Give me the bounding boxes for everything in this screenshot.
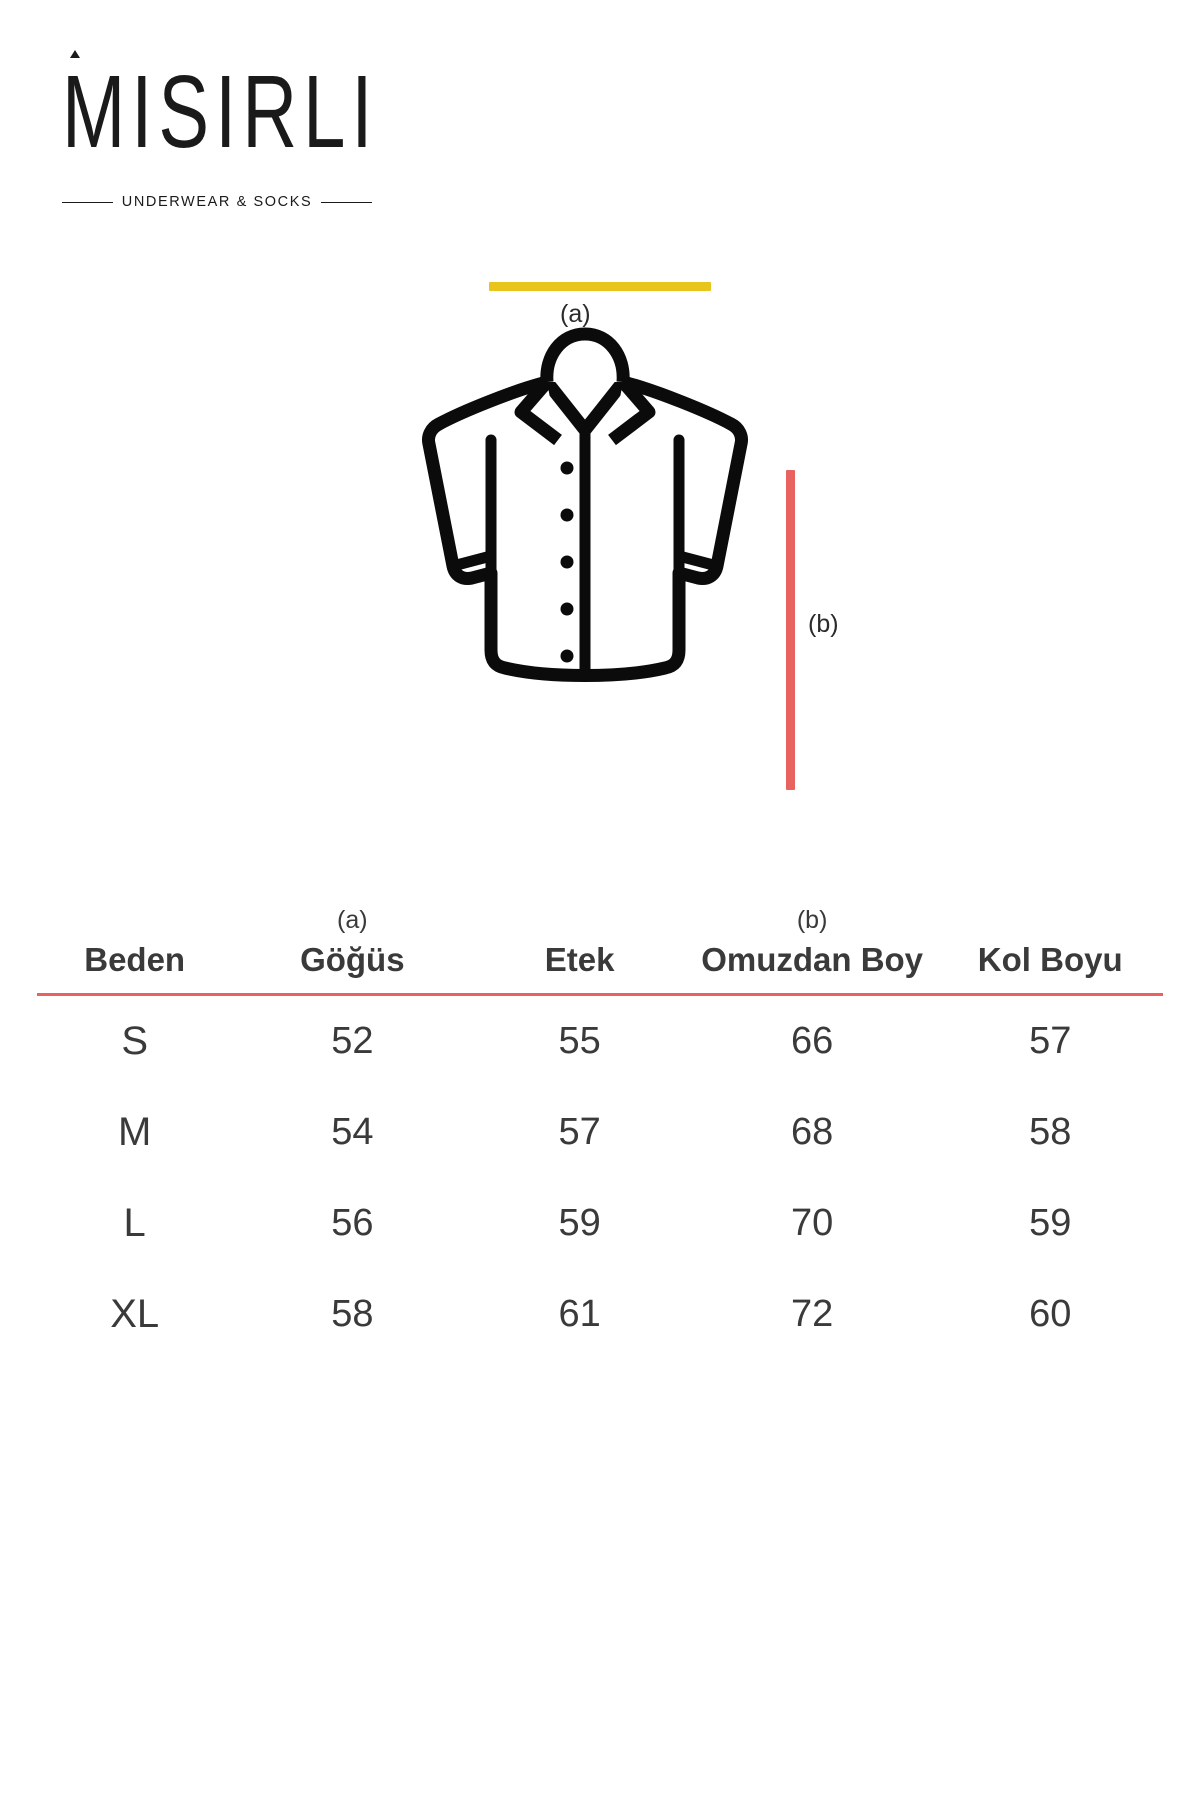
column-label-gogus: Göğüs — [300, 941, 405, 978]
cell-gogus: 56 — [331, 1201, 374, 1244]
column-header-gogus — [237, 905, 467, 993]
chest-measure-label: (a) — [560, 300, 591, 328]
brand-rule-left — [62, 202, 113, 203]
brand-rule-right — [321, 202, 372, 203]
cell-omuzdan-boy: 70 — [790, 1201, 834, 1244]
cell-kol-boyu: 58 — [1029, 1110, 1072, 1153]
column-label-kol-boyu: Kol Boyu — [977, 941, 1123, 978]
table-row — [32, 1087, 1168, 1178]
cell-etek: 59 — [558, 1201, 601, 1244]
garment-diagram — [0, 230, 1200, 790]
cell-kol-boyu: 59 — [1029, 1201, 1072, 1244]
cell-omuzdan-boy: 68 — [790, 1110, 834, 1153]
cell-gogus: 52 — [331, 1019, 374, 1062]
column-header-beden — [32, 905, 237, 993]
column-header-omuzdan-boy — [692, 905, 933, 993]
column-label-etek: Etek — [544, 941, 615, 978]
table-row — [32, 1178, 1168, 1269]
table-row — [32, 1269, 1168, 1360]
cell-size: XL — [110, 1291, 160, 1336]
brand-tagline: UNDERWEAR & SOCKS — [121, 194, 313, 210]
cell-kol-boyu: 60 — [1029, 1292, 1072, 1335]
column-tag-omuzdan-boy: (b) — [796, 906, 828, 934]
brand-tagline-row — [62, 194, 372, 210]
cell-gogus: 54 — [331, 1110, 374, 1153]
brand-name: MISIRLI — [62, 55, 379, 170]
table-body — [32, 996, 1168, 1360]
size-chart-table — [32, 905, 1168, 1360]
column-header-kol-boyu — [932, 905, 1168, 993]
length-measure-label: (b) — [808, 610, 839, 638]
cell-size: L — [123, 1200, 146, 1245]
length-measure-marker — [786, 470, 795, 790]
shirt-illustration-icon — [395, 320, 775, 760]
cell-omuzdan-boy: 72 — [790, 1292, 834, 1335]
cell-gogus: 58 — [331, 1292, 374, 1335]
cell-size: S — [121, 1018, 148, 1063]
column-header-etek — [467, 905, 692, 993]
table-header — [32, 905, 1168, 996]
cell-etek: 61 — [558, 1292, 601, 1335]
table-header-row — [32, 905, 1168, 993]
chest-measure-marker — [489, 282, 711, 291]
table-row — [32, 996, 1168, 1087]
column-label-beden: Beden — [84, 941, 186, 978]
cell-etek: 57 — [558, 1110, 601, 1153]
cell-kol-boyu: 57 — [1029, 1019, 1072, 1062]
column-label-omuzdan-boy: Omuzdan Boy — [701, 941, 924, 978]
brand-logo — [62, 55, 392, 210]
column-tag-gogus: (a) — [337, 906, 368, 934]
cell-size: M — [118, 1109, 152, 1154]
cell-omuzdan-boy: 66 — [790, 1019, 834, 1062]
cell-etek: 55 — [558, 1019, 601, 1062]
